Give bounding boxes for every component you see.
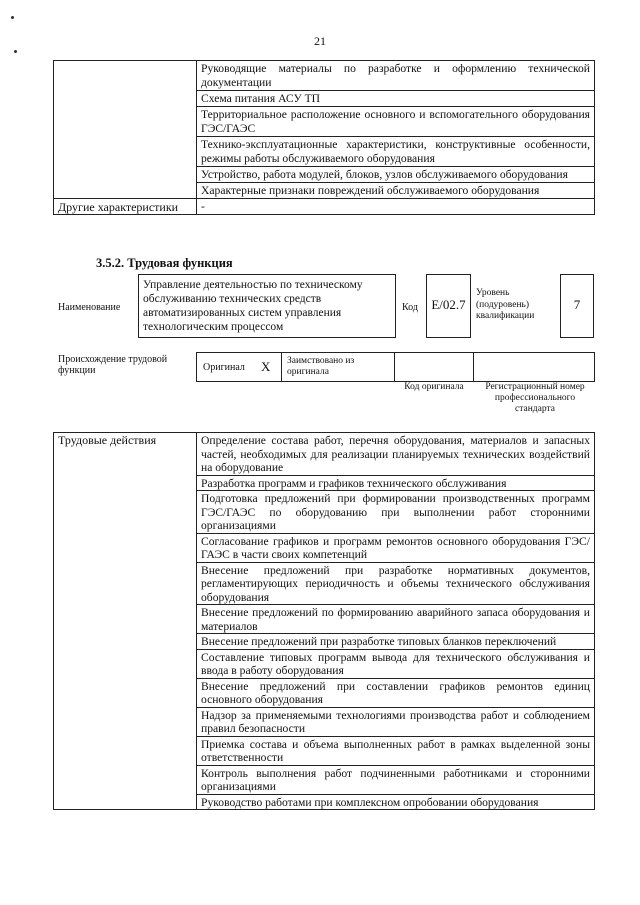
labor-action-item: Надзор за применяемыми технологиями производства работ и соблюдением правил безопасности	[197, 707, 595, 736]
qualification-level-box: 7	[560, 274, 594, 338]
qualification-level-label: Уровень (подуровень) квалификации	[476, 288, 535, 321]
knowledge-item: Схема питания АСУ ТП	[197, 91, 595, 107]
labor-action-item: Определение состава работ, перечня оборудования, материалов и запасных частей, необходимых для реализации планируемых технических воздействий на оборудование	[197, 433, 595, 476]
borrowed-cell	[281, 352, 395, 382]
scan-speck	[11, 16, 14, 19]
registration-number-caption: Регистрационный номер профессионального стандарта	[485, 382, 585, 414]
knowledge-table	[53, 60, 595, 215]
table-row	[54, 61, 595, 91]
original-label: Оригинал	[203, 362, 245, 373]
original-code-cell	[394, 352, 474, 382]
labor-action-item: Внесение предложений при разработке типовых бланков переключений	[197, 634, 595, 650]
name-label: Наименование	[58, 302, 121, 313]
table-row	[54, 199, 595, 215]
row-label: Другие характеристики	[54, 199, 197, 215]
labor-action-item: Контроль выполнения работ подчиненными работниками и сторонними организациями	[197, 765, 595, 794]
table-row	[54, 433, 595, 476]
labor-action-item: Подготовка предложений при формировании производственных программ ГЭС/ГАЭС по оборудованию при выполнении работ сторонними организациями	[197, 491, 595, 534]
knowledge-item: -	[197, 199, 595, 215]
labor-action-item: Разработка программ и графиков технического обслуживания	[197, 475, 595, 491]
labor-action-item: Составление типовых программ вывода для технического обслуживания и ввода в работу оборудования	[197, 649, 595, 678]
labor-actions-table	[53, 432, 595, 810]
scan-speck	[14, 50, 17, 53]
section-title: 3.5.2. Трудовая функция	[96, 256, 233, 270]
knowledge-item: Территориальное расположение основного и вспомогательного оборудования ГЭС/ГАЭС	[197, 107, 595, 137]
function-name-box: Управление деятельностью по техническому обслуживанию технических средств автоматизированных систем управления технологическим процессом	[138, 274, 396, 338]
row-label: Трудовые действия	[54, 433, 197, 810]
function-code-box: E/02.7	[426, 274, 471, 338]
row-label	[54, 61, 197, 199]
knowledge-item: Руководящие материалы по разработке и оформлению технической документации	[197, 61, 595, 91]
original-cell	[196, 352, 282, 382]
labor-action-item: Согласование графиков и программ ремонтов основного оборудования ГЭС/ГАЭС в части своих компетенций	[197, 533, 595, 562]
labor-action-item: Приемка состава и объема выполненных работ в рамках выделенной зоны ответственности	[197, 736, 595, 765]
original-mark: X	[261, 359, 271, 374]
code-label: Код	[402, 302, 418, 313]
registration-number-cell	[473, 352, 595, 382]
page-number: 21	[314, 34, 326, 48]
knowledge-item: Технико-эксплуатационные характеристики, конструктивные особенности, режимы работы обслуживаемого оборудования	[197, 137, 595, 167]
labor-action-item: Руководство работами при комплексном опробовании оборудования	[197, 794, 595, 810]
origin-label: Происхождение трудовой функции	[58, 354, 168, 376]
knowledge-item: Характерные признаки повреждений обслуживаемого оборудования	[197, 183, 595, 199]
labor-action-item: Внесение предложений при составлении графиков ремонтов единиц основного оборудования	[197, 678, 595, 707]
original-code-caption: Код оригинала	[404, 382, 464, 392]
labor-action-item: Внесение предложений при разработке нормативных документов, регламентирующих периодичность и объемы технического обслуживания оборудования	[197, 562, 595, 605]
labor-action-item: Внесение предложений по формированию аварийного запаса оборудования и материалов	[197, 605, 595, 634]
borrowed-label: Заимствовано из оригинала	[287, 356, 355, 377]
knowledge-item: Устройство, работа модулей, блоков, узлов обслуживаемого оборудования	[197, 167, 595, 183]
